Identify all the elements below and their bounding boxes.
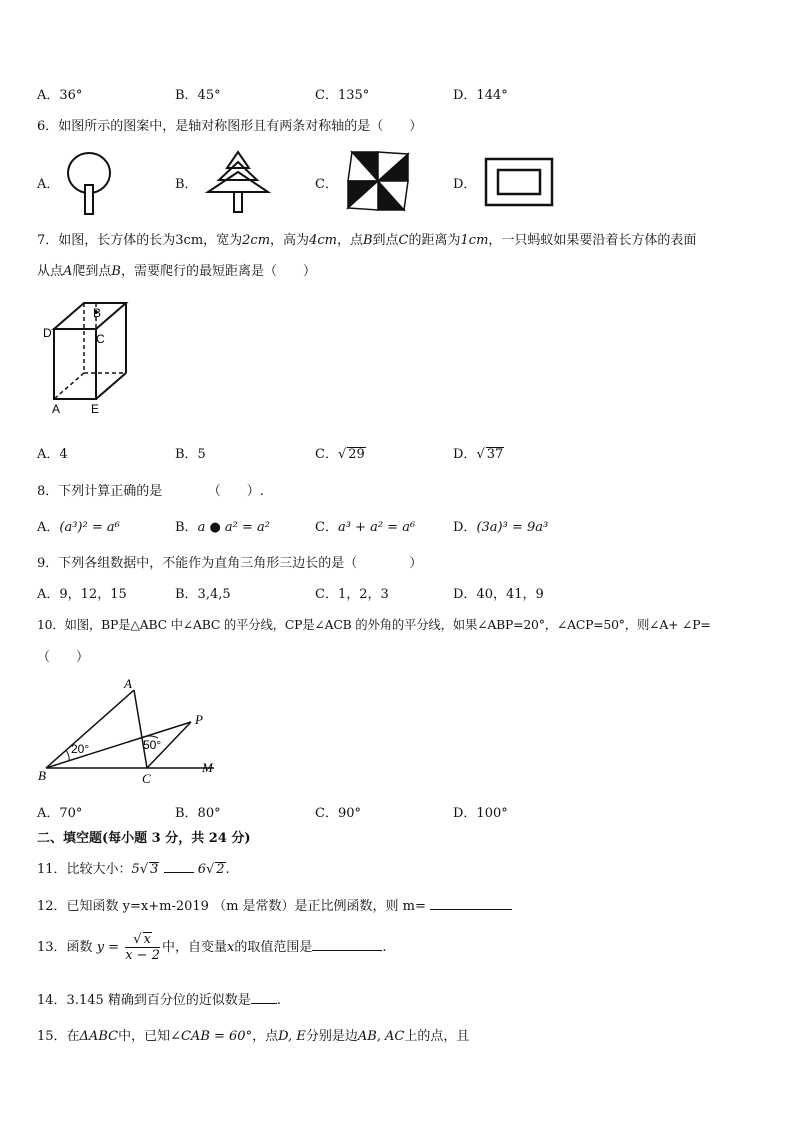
q7-option-a: A．4 — [37, 447, 68, 462]
q8-option-a: A．(a³)² = a⁶ — [37, 520, 120, 535]
sqrt-symbol: √ — [139, 862, 149, 877]
q10-option-d: D．100° — [453, 806, 508, 821]
q10-option-b: B．80° — [175, 806, 221, 821]
q6-label-c: C． — [315, 177, 338, 192]
q14-answer-blank[interactable] — [251, 991, 277, 1004]
q10-option-a: A．70° — [37, 806, 83, 821]
q7-option-b: B．5 — [175, 447, 206, 462]
cuboid-label-c: C — [96, 332, 105, 346]
q9-option-d: D．40，41，9 — [453, 587, 544, 602]
frame-figure — [484, 157, 554, 207]
q7-option-c: C．√ 29 — [315, 447, 365, 462]
q8-option-c: C．a³ + a² = a⁶ — [315, 520, 416, 535]
q13-fraction: $\frac{√ x}{x - 2}$ — [125, 932, 160, 963]
q5-option-c: C．135° — [315, 88, 370, 103]
q6-stem: 6．如图所示的图案中，是轴对称图形且有两条对称轴的是（ ） — [37, 119, 423, 134]
q12-answer-blank[interactable] — [430, 897, 512, 910]
sqrt-symbol: √ — [133, 932, 142, 947]
q6-label-a: A． — [37, 177, 60, 192]
q5-option-d: D．144° — [453, 88, 508, 103]
q13-line: 13．函数 y = $\frac{√ x}{x - 2}$ 中，自变量x的取值范围是 . — [37, 932, 387, 963]
cuboid-figure — [40, 298, 140, 420]
cuboid-label-b: B — [93, 306, 102, 320]
q6-label-b: B． — [175, 177, 198, 192]
triangle-label-p: P — [195, 712, 203, 727]
q7-stem-line1: 7．如图，长方体的长为3cm，宽为2cm，高为4cm，点B到点C的距离为1cm，一只蚂蚁如果要沿着长方体的表面 — [37, 233, 697, 248]
pinwheel-figure — [346, 150, 410, 212]
cuboid-label-a: A — [52, 402, 61, 416]
q10-stem-line1: 10．如图，BP是△ABC 中∠ABC 的平分线，CP是∠ACB 的外角的平分线，如果∠ABP=20°，∠ACP=50°，则∠A+ ∠P= — [37, 617, 711, 632]
triangle-label-m: M — [202, 760, 213, 775]
q15-line: 15．在ΔABC中，已知∠CAB = 60°，点D, E分别是边AB, AC上的点，且 — [37, 1029, 470, 1044]
q11-answer-blank[interactable] — [164, 860, 194, 873]
q9-stem: 9．下列各组数据中，不能作为直角三角形三边长的是（ ） — [37, 556, 423, 571]
sqrt-symbol: √ — [205, 862, 215, 877]
q5-option-a: A．36° — [37, 88, 83, 103]
triangle-label-b: B — [38, 768, 46, 783]
q7-stem-line2: 从点A爬到点B，需要爬行的最短距离是（ ） — [37, 264, 316, 279]
q10-stem-line2: （ ） — [37, 650, 90, 665]
q7-option-d: D．√ 37 — [453, 447, 504, 462]
sqrt-symbol: √ — [476, 447, 485, 462]
triangle-figure — [36, 674, 226, 792]
q8-stem: 8．下列计算正确的是 （ ）. — [37, 484, 264, 499]
q9-option-b: B．3,4,5 — [175, 587, 231, 602]
q9-option-a: A．9，12，15 — [37, 587, 127, 602]
q11-line: 11．比较大小：5√ 3 6√ 2. — [37, 862, 230, 877]
q13-answer-blank[interactable] — [312, 938, 382, 951]
triangle-label-a: A — [124, 676, 132, 691]
q12-line: 12．已知函数 y=x+m-2019 （m 是常数）是正比例函数，则 m= — [37, 895, 512, 914]
sqrt-symbol: √ — [337, 447, 347, 462]
cuboid-label-d: D — [43, 326, 52, 340]
cuboid-label-e: E — [91, 402, 100, 416]
q6-label-d: D． — [453, 177, 477, 192]
q9-option-c: C．1，2，3 — [315, 587, 389, 602]
q10-option-c: C．90° — [315, 806, 361, 821]
section-heading: 二、填空题(每小题 3 分，共 24 分) — [37, 831, 251, 846]
fan-figure — [62, 150, 116, 216]
triangle-label-c: C — [142, 771, 151, 786]
tree-figure — [205, 150, 271, 214]
q8-option-d: D．(3a)³ = 9a³ — [453, 520, 549, 535]
angle-label-20: 20° — [71, 742, 90, 756]
angle-label-50: 50° — [143, 738, 162, 752]
q5-option-b: B．45° — [175, 88, 221, 103]
q14-line: 14．3.145 精确到百分位的近似数是 . — [37, 993, 282, 1008]
q8-option-b: B．a ● a² = a² — [175, 520, 271, 535]
